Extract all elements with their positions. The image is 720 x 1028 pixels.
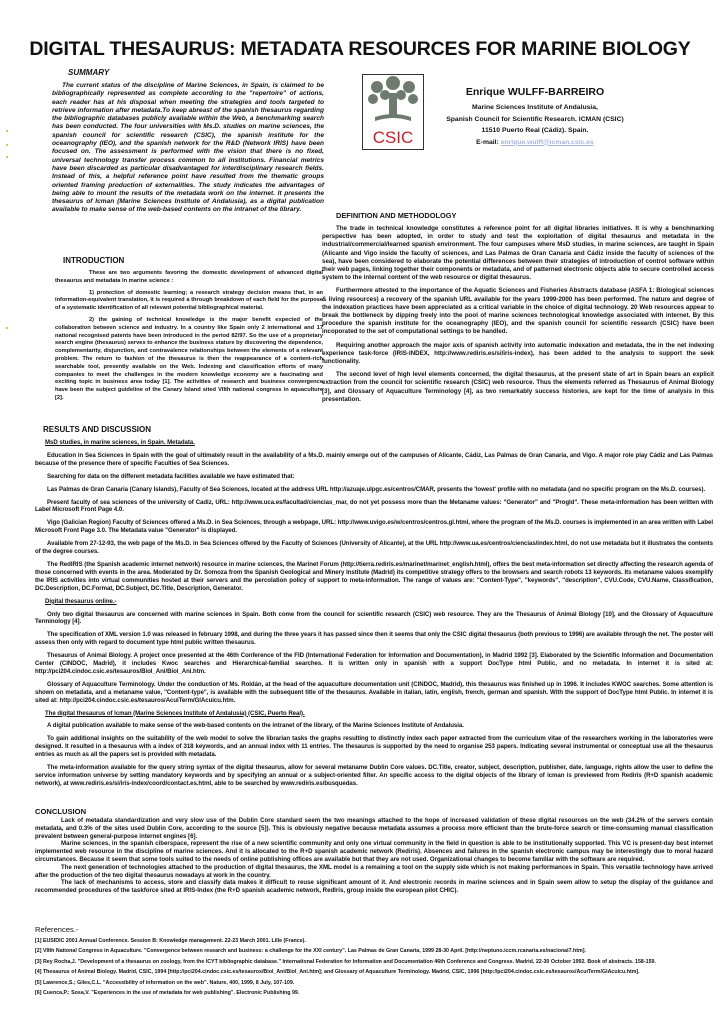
author-name: Enrique WULFF-BARREIRO (465, 86, 605, 98)
paragraph: Marine sciences, in the spanish ciberspace, represent the rise of a new scientific community and only one virtual community in the field in question is able to be institutionally supported. This VC is present-day best internet implemented web resource in the discipline of marine sciences. And it is allocated to the R+D spanish academic network (Rediris). Absences and failures in the spanish electronic campus may be interestingly due to moral hazard circunstances. Because it seem that some tools suited to the needs of online publishing offices are available but that they are not used. Organizational changes to become familiar with the software are required. (35, 840, 713, 863)
logo-text: CSIC (372, 128, 414, 147)
email-link[interactable]: enrique.wulff@icman.csic.es (500, 138, 594, 146)
paragraph: Only two digital thesaurus are concerned with marine sciences in Spain. Both come from the council for scientific research (CSIC) web resource. They are the Thesaurus of Animal Biology [10], and the Glossary of Aquaculture Terminology [4]. (35, 610, 713, 626)
definition-section (322, 211, 714, 409)
paragraph: Furthermore attested to the importance of the Aquatic Sciences and Fisheries Abstracts database (ASFA 1: Biological sciences & living resources) a recovery of the spanish URL available for the years 1999-2000 has been performed. The nature and degree of the indexation practices have been appreciated as a critical variable in the choice of digital technology. 20 Web resources appear to break the bottleneck by dipping freely into the pool of marine sciences technological knowledge associated with internet. By this procedure the spanish institute for the oceanography (IEO), and the spanish council for scientific research (CSIC) have been incoporated to the set of computational settings to be handled. (322, 287, 714, 336)
paragraph: The trade in technical knowledge constitutes a reference point for all digital libraries initiatives. It is why a benchmarking perspective has been adopted, in order to study and test the exploitation of digital thesaurus and metadata in the industrial/commercial/learned spanish environment. The four campuses where MsD studies, in marine sciences, are taught in Spain (Alicante and Vigo inside the faculty of sciences, and Las Palmas de Gran Canaria and Cádiz inside the faculty of sciences of the sea), have been considered to elaborate the potential differences between their strategies of introduction of control software within their web pages, linking together their components or metadata, and of patterned electronic objects able to secure controlled access system to the internal content of the web resource or digital thesaurus. (322, 225, 714, 282)
paragraph: A digital publication available to make sense of the web-based contents on the intranet of the library, of the Marine Sciences Institute of Andalusia. (47, 722, 464, 730)
paragraph: 1) protection of domestic learning; a research strategy decision means that, in an information-equivalent translation, it is required a through breakdown of each field for the purpose of a systematic identification of all relevant potential bibliographical material. (55, 289, 323, 312)
references-section (35, 925, 713, 1000)
paragraph: The second level of high level elements concerned, the digital thesaurus, at the present state of art in Spain bears an explicit extraction from the council for scientific research (CSIC) web resource. Thus the elements referred as Thesaurus of Animal Biology [3], and Glossary of Aquaculture Terminology [4], as two remarkably success histories, are kept for the time of analysis in this presentation. (322, 371, 714, 403)
results-section (35, 425, 713, 793)
affiliation-line: Spanish Council for Scientific Research. ICMAN (CSIC) (446, 115, 624, 123)
email-line (400, 137, 670, 149)
definition-heading: DEFINITION AND METHODOLOGY (336, 211, 457, 220)
paragraph: The RedIRIS (the Spanish academic internet network) resource in marine sciences, the Marinet Forum (http://tierra.rediris.es/marinet/marinet_english.html), offers the best meta-information set directly affecting the research agenda of those concerned with events in the area. Moderated by Dr. Somoza from the Spanish Geological and Minery Institute (Madrid) its competitive strategy offers to the browsers and search robots 13 keywords. Its metaname values exemplify the IRIS activities into virtual communities hosted at their servers and the percolation policy of support to meta-information. The range of values are: "Content-Type", "keywords", "description", CVU.Code, CVU.Name, Classification, DC.Description, DC.Format, DC.Subject, DC.Title, Description, Generator. (35, 560, 713, 592)
conclusion-section (35, 807, 713, 895)
subsection-heading: Digital thesaurus online.- (45, 597, 117, 605)
introduction-heading: INTRODUCTION (63, 256, 125, 265)
paragraph: 2) the gaining of technical knowledge is the major benefit expected of the collaboration between science and industry. In a country like Spain only 2 international and 17 national recognised patents have been introduced in the period 82/97. So the use of a proprietary search engine (thesaurus) serves to enhance the business stature by discovering the dependence, complementarity, disjunction, and contravalence relationships between the elements of a relevant problem. The return to fashion of the thesaurus is then the reappearance of a content-rich searchable tool, presently available on the Web. Indexing and classification efforts of many companies to meet the challenges in the modern knowledge economy are a fascinating and exciting topic in business area today [1]. The activities of research and business convergence have been the subject guideline of the Canary Island sited VIIth national congress in aquaculture [2]. (55, 316, 323, 401)
margin-mark (6, 327, 8, 329)
paragraph: To gain additional insights on the suitability of the web model to solve the librarian tasks the graphs resulting to distinctly index each paper extracted from the curriculum vitae of the researchers working in the laboratories were designed. It resulted in a thesaurus with a index of 318 keywords, and an annual index with 11 entries. The thesaurus is supported by the need to organise 253 papers. Indicating several instrumental or conceptual use all the thesaurus entries as much as all the papers set is provided with metadata. (35, 735, 713, 759)
page-title: DIGITAL THESAURUS: METADATA RESOURCES FOR MARINE BIOLOGY (29, 38, 691, 60)
conclusion-heading: CONCLUSION (35, 807, 87, 816)
reference-item: [2] VIIth National Congress in Aquaculture. "Convergence between research and business: a challenge for the XXI century". Las Palmas de Gran Canaria, 1999 28-30 April. [http://neptuno.iccm.rcanaria.es/nacional7.htm]. (35, 948, 586, 955)
summary-section (52, 68, 324, 215)
reference-item: [3] Rey Rocha,J. "Development of a thesaurus on zoology, from the ICYT bibliographic database." International Federation for Information and Documentation 46th Conference and Congress. Madrid, 22-30 October 1992. Book of abstracts. 158-159. (35, 958, 656, 965)
paragraph: Thesaurus of Animal Biology. A project once presented at the 46th Conference of the FID (International Federation for Information and Documentation), in Madrid 1992 [3]. Elaborated by the Scientific Information and Documentation Center (CINDOC, Madrid), it includes Kwoc searches and Hierarchical-familial searches. It is written only in spanish with a support DocType html Public, and no metadata. In internet it is sited at: http://pci204.cindoc.csic.es/tesauros/Biol_Ani/Biol_Ani.htm. (35, 652, 713, 675)
affiliation-line: Marine Sciences Institute of Andalusia, (472, 104, 598, 111)
author-block (400, 86, 670, 148)
results-heading: RESULTS AND DISCUSSION (43, 425, 152, 434)
paragraph: Lack of metadata standardization and very slow use of the Dublin Core standard seem the two meanings attached to the hope of increased validation of these digital resources on the web (34.2% of the servers contain metadata, and 0.3% of the sites used Dublin Core, according to the source [5]). This is obviously negative because metadata assumes a process more efficient than the brute-force search or time-consuming manual classification prevalent between general-purpose internet engines [6]. (35, 817, 713, 840)
paragraph: The next generation of technologies attached to the production of digital thesaurus, the XML model is a remaining a tool on the supply side which is not making performances in Spain. This versatile technology have arrived after the production of the two digital thesaurus nowadays at work in the country. (35, 863, 713, 879)
paragraph: Las Palmas de Gran Canaria (Canary Islands), Faculty of Sea Sciences, located at the address URL http://azuaje.ulpgc.es/centros/CMAR, presents the 'lowest' profile with no metadata (and no specific program on the Ms.D. courses). (47, 485, 706, 493)
reference-item: [5] Lawrence,S.; Giles,C.L. "Accessibility of information on the web". Nature, 400, 1999, 8 July, 107-109. (35, 979, 295, 986)
paragraph: These are two arguments favoring the domestic development of advanced digital thesaurus and metadata in marine science : (55, 270, 323, 284)
paragraph: Vigo (Galician Region) Faculty of Sciences offered a Ms.D. in Sea Sciences, through a webpage, URL: http://www.uvigo.es/w/centros/centros.gl.html, where the program of the Ms.D. courses is implemented in an area written with Label Microsoft Front Page 3.0. The Metadata value "Generator" is displayed. (35, 519, 713, 535)
summary-heading: SUMMARY (68, 68, 110, 77)
subsection-heading: MsD studies, in marine sciences, in Spain. Metadata. (45, 439, 195, 446)
email-label: E-mail: (476, 138, 499, 146)
paragraph: Searching for data on the different metadata facilities available we have estimated that: (47, 472, 295, 480)
paragraph: Glossary of Aquaculture Terminology. Under the conduction of Ms. Roldán, at the head of the aquaculture documentation unit (CINDOC, Madrid), this thesaurus was finished up in 1996. It includes KWOC searches. Some attention is shown on metadata, and a metaname value, "Content-type", is available with the subsequent title of the thesaurus. Available in italian, latin, english, french, german and spanish. With the support of DocType html Public. In internet it is sited at: http://pci204.cindoc.csic.es/tesauros/AcuiTerm/GlAcuicu.htm. (35, 680, 713, 704)
paragraph: The lack of mechanisms to access, store and classify data makes it difficult to reuse significant amount of it. And electronic records in marine sciences and in Spain seem allow to setup the display of the guidance and recommended procedures of the taskforce sited at IRIS-Index (the R+D spanish academic network, RedIris, group inside the european pilot CHIC). (35, 879, 713, 895)
paragraph: The specification of XML version 1.0 was released in february 1998, and during the three years it has passed since then it seems that only the CSIC digital thesaurus (both previous to 1996) are available through the net. The poster will assess then only with regard to document type html public written thesaurus. (35, 631, 713, 647)
address-line: 11510 Puerto Real (Cádiz). Spain. (481, 127, 589, 134)
paragraph: The meta-information available for the query string syntax of the digital thesaurus, allow for several metaname Dublin Core values. DC.Title, creator, subject, description, publisher, date, language, rights allow the user to define the service information universe by setting mandatory keywords and by specifying an annual or a subject-oriented filter. An specific access to the digital objects of the library of icman is previewed from Rediris (R+D spanish academic network), at www.rediris.es/si/iris-index/coord/contact.es.html, able to be searched by www.rediris.es/busquedas. (35, 764, 713, 787)
reference-item: [4] Thesaurus of Animal Biology. Madrid, CSIC, 1994 [http://pci204.cindoc.csic.es/tesauros/Biol_Ani/Biol_Ani.htm]; and Glossary of Aquaculture Terminology. Madrid, CSIC, 1996 [http://pci204.cindoc.csic.es/tesauros/AcuiTerm/GlAcuicu.htm]. (35, 969, 640, 976)
paragraph: Requiring another approach the major axis of spanish activity into automatic indexation and metadata, the in the net indexing experience task-force (IRIS-INDEX, http://www.rediris.es/si/iris-index), has been added to the analysis to support the seek functionality. (322, 341, 714, 366)
paragraph: Present faculty of sea sciences of the university of Cadiz, URL: http://www.uca.es/facultad/ciencias_mar, do not yet possess more than the Metaname values: "Generator" and "Progld". These meta-information has been written with Label Microsoft Front Page 4.0. (35, 498, 713, 514)
introduction-section (55, 256, 323, 407)
paragraph: Available from 27-12-93, the web page of the Ms.D. in Sea Sciences offered by the Faculty of Sciences (University of Alicante), at the URL http://www.ua.es/centros/ciencias/index.html, do not use metadata but it illustrates the contents of the degree courses. (35, 540, 713, 556)
subsection-heading: The digital thesaurus of Icman (Marine Sciences Institute of Andalusia) (CSIC, Puerto Real). (45, 709, 305, 717)
margin-mark (6, 144, 8, 146)
summary-text: The current status of the discipline of Marine Sciences, in Spain, is claimed to be bibliographically represented as complete according to the "repertoire" of actions, each reader has at his disposal when meeting the strategies and tools targeted to retrieve information after metadata.To keep abreast of the spanish thesaurus regarding the bibliographic databases publicly available within the Web, a benchmarking search has been conducted. The four universities with Ms.D. studies on marine sciences, the spanish council for scientific research (CSIC), the spanish institute for the oceanography (IEO), and the spanish network for the R&D (Network IRIS) have been focused on. The assessment is performed with the vision that there is no fixed, universal technology transfer process common to all institutions. Financial metrics have been discarded as particular disadvantaged for interdisciplinary research fields. Instead of this, a helpful reference point have resulted from the thematic groups oriented framing production of externalities. The study indicates the advantages of being able to mount the results of the metadata work on the internet. It presents the thesaurus of Icman (Marine Sciences Institute of Andalusia), as a digital publication available to make sense of the web-based contents on the intranet of the library. (52, 82, 324, 214)
margin-mark (6, 130, 8, 132)
paragraph: Education in Sea Sciences in Spain with the goal of ultimately result in the availability of a Ms.D. mainly emerge out of the campuses of Alicante, Cádiz, Las Palmas de Gran Canaria, and Vigo. A major role play Cádiz and Las Palmas because of the presence there of specific Faculties of Sea Sciences. (35, 451, 713, 467)
reference-item: [1] EUSIDIC 2001 Annual Conference. Session B: Knowledge management. 22-23 March 2001. Lille (France). (35, 938, 306, 944)
reference-item: [6] Cuenca,P.; Sosa,V. "Experiences in the use of metadata for web publishing". Electronic Publishing 99. (35, 990, 300, 997)
references-heading: References.- (35, 925, 79, 934)
margin-mark (6, 156, 8, 158)
